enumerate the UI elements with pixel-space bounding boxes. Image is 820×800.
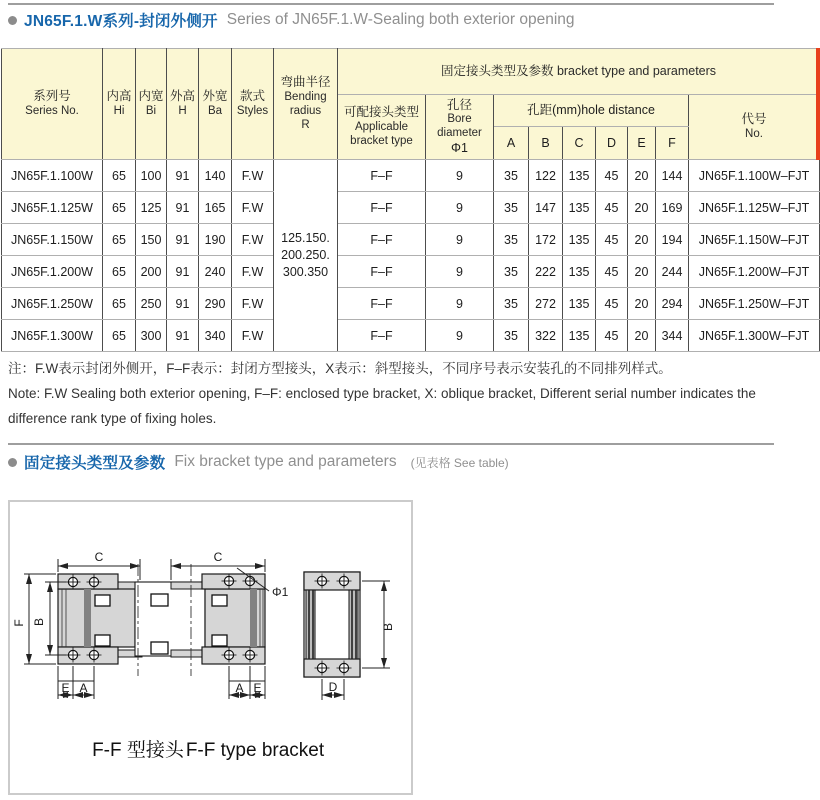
cell-f: 169 xyxy=(656,192,689,224)
cell-h: 91 xyxy=(167,256,199,288)
cell-ba: 140 xyxy=(199,160,232,192)
cell-b: 322 xyxy=(529,320,563,352)
cell-b: 272 xyxy=(529,288,563,320)
cell-h: 91 xyxy=(167,288,199,320)
cell-c: 135 xyxy=(563,192,596,224)
section-divider xyxy=(8,443,774,445)
bracket-middle-link xyxy=(135,582,205,656)
cell-bi: 300 xyxy=(136,320,167,352)
cell-a: 35 xyxy=(494,288,529,320)
cell-a: 35 xyxy=(494,320,529,352)
cell-f: 244 xyxy=(656,256,689,288)
dim-label-phi1: Φ1 xyxy=(272,585,289,599)
cell-ba: 290 xyxy=(199,288,232,320)
cell-b: 147 xyxy=(529,192,563,224)
cell-d: 45 xyxy=(596,288,628,320)
cell-c: 135 xyxy=(563,160,596,192)
col-header-e: E xyxy=(628,127,656,160)
cell-bracket: F–F xyxy=(338,256,426,288)
cell-d: 45 xyxy=(596,320,628,352)
col-header-b: B xyxy=(529,127,563,160)
page-edge-red-strip xyxy=(816,48,820,160)
cell-h: 91 xyxy=(167,192,199,224)
cell-b: 122 xyxy=(529,160,563,192)
cell-h: 91 xyxy=(167,224,199,256)
note-en: Note: F.W Sealing both exterior opening, F–F: enclosed type bracket, X: oblique bracket, Different serial number indicates the difference rank type of fixing holes. xyxy=(8,386,756,426)
section1-title-zh: JN65F.1.W系列-封闭外侧开 xyxy=(24,13,218,30)
cell-d: 45 xyxy=(596,224,628,256)
cell-e: 20 xyxy=(628,192,656,224)
drawing-caption-en: F-F type bracket xyxy=(185,740,325,761)
cell-bending-radius: 125.150. 200.250. 300.350 xyxy=(274,160,338,352)
cell-code: JN65F.1.250W–FJT xyxy=(689,288,820,320)
bullet-icon xyxy=(8,16,17,25)
cell-style: F.W xyxy=(232,256,274,288)
cell-bracket: F–F xyxy=(338,192,426,224)
cell-hi: 65 xyxy=(103,288,136,320)
dim-label-d: D xyxy=(328,680,338,694)
section2-header xyxy=(8,451,509,473)
cell-ba: 190 xyxy=(199,224,232,256)
cell-d: 45 xyxy=(596,160,628,192)
cell-bore: 9 xyxy=(426,320,494,352)
col-header-a: A xyxy=(494,127,529,160)
col-header-hole-distance: 孔距(mm)hole distance xyxy=(494,95,689,127)
cell-h: 91 xyxy=(167,160,199,192)
cell-style: F.W xyxy=(232,320,274,352)
cell-d: 45 xyxy=(596,192,628,224)
cell-h: 91 xyxy=(167,320,199,352)
cell-hi: 65 xyxy=(103,192,136,224)
cell-e: 20 xyxy=(628,256,656,288)
cell-hi: 65 xyxy=(103,256,136,288)
cell-b: 222 xyxy=(529,256,563,288)
cell-hi: 65 xyxy=(103,320,136,352)
cell-code: JN65F.1.100W–FJT xyxy=(689,160,820,192)
cell-bracket: F–F xyxy=(338,288,426,320)
cell-bracket: F–F xyxy=(338,160,426,192)
cell-c: 135 xyxy=(563,224,596,256)
cell-bi: 100 xyxy=(136,160,167,192)
group-header-bracket: 固定接头类型及参数 bracket type and parameters xyxy=(338,49,820,95)
bracket-technical-drawing xyxy=(10,502,411,793)
cell-style: F.W xyxy=(232,160,274,192)
cell-e: 20 xyxy=(628,288,656,320)
table-row xyxy=(2,288,820,320)
top-rule xyxy=(8,3,774,5)
table-row xyxy=(2,224,820,256)
cell-hi: 65 xyxy=(103,160,136,192)
table-row xyxy=(2,256,820,288)
col-header-bore: 孔径 Bore diameter Φ1 xyxy=(426,95,494,160)
cell-c: 135 xyxy=(563,256,596,288)
table-row xyxy=(2,160,820,192)
note-zh: 注：F.W表示封闭外侧开，F–F表示：封闭方型接头，X表示：斜型接头，不同序号表示安装孔的不同排列样式。 xyxy=(8,361,672,376)
dim-label-a-left: A xyxy=(79,681,88,695)
cell-ba: 340 xyxy=(199,320,232,352)
spec-table xyxy=(1,48,820,352)
cell-bore: 9 xyxy=(426,192,494,224)
bullet-icon xyxy=(8,458,17,467)
dim-label-a-right: A xyxy=(235,681,244,695)
cell-a: 35 xyxy=(494,160,529,192)
table-row xyxy=(2,192,820,224)
cell-ba: 165 xyxy=(199,192,232,224)
drawing-caption-zh: F-F 型接头 xyxy=(92,740,184,761)
cell-bi: 250 xyxy=(136,288,167,320)
section2-title-zh: 固定接头类型及参数 xyxy=(24,455,166,472)
cell-bore: 9 xyxy=(426,160,494,192)
dim-label-e-left: E xyxy=(61,681,70,695)
cell-ba: 240 xyxy=(199,256,232,288)
col-header-c: C xyxy=(563,127,596,160)
cell-e: 20 xyxy=(628,320,656,352)
cell-bi: 150 xyxy=(136,224,167,256)
dim-label-e-right: E xyxy=(253,681,262,695)
section1-header xyxy=(8,9,575,31)
dim-label-c1: C xyxy=(94,550,104,564)
cell-e: 20 xyxy=(628,224,656,256)
col-header-d: D xyxy=(596,127,628,160)
cell-a: 35 xyxy=(494,192,529,224)
cell-series: JN65F.1.100W xyxy=(2,160,103,192)
cell-b: 172 xyxy=(529,224,563,256)
col-header-styles: 款式 Styles xyxy=(232,49,274,160)
col-header-h: 外高 H xyxy=(167,49,199,160)
cell-style: F.W xyxy=(232,224,274,256)
col-header-code: 代号 No. xyxy=(689,95,820,160)
cell-f: 144 xyxy=(656,160,689,192)
cell-style: F.W xyxy=(232,192,274,224)
cell-bi: 200 xyxy=(136,256,167,288)
cell-c: 135 xyxy=(563,288,596,320)
cell-bi: 125 xyxy=(136,192,167,224)
col-header-applicable: 可配接头类型 Applicable bracket type xyxy=(338,95,426,160)
section2-title-en: Fix bracket type and parameters xyxy=(174,453,397,470)
cell-e: 20 xyxy=(628,160,656,192)
cell-f: 344 xyxy=(656,320,689,352)
cell-bore: 9 xyxy=(426,256,494,288)
cell-code: JN65F.1.300W–FJT xyxy=(689,320,820,352)
cell-code: JN65F.1.125W–FJT xyxy=(689,192,820,224)
notes xyxy=(8,356,814,431)
cell-bore: 9 xyxy=(426,224,494,256)
cell-f: 294 xyxy=(656,288,689,320)
header-row-1 xyxy=(2,49,820,95)
cell-a: 35 xyxy=(494,224,529,256)
cell-f: 194 xyxy=(656,224,689,256)
table-row xyxy=(2,320,820,352)
cell-series: JN65F.1.150W xyxy=(2,224,103,256)
section2-see-table: (见表格 See table) xyxy=(410,455,509,470)
dim-label-b-left: B xyxy=(32,617,46,627)
col-header-bi: 内宽 Bi xyxy=(136,49,167,160)
col-header-ba: 外宽 Ba xyxy=(199,49,232,160)
cell-series: JN65F.1.200W xyxy=(2,256,103,288)
cell-bore: 9 xyxy=(426,288,494,320)
dim-label-b-right: B xyxy=(381,622,395,632)
dim-label-f: F xyxy=(12,619,26,627)
col-header-bending-radius: 弯曲半径 Bending radius R xyxy=(274,49,338,160)
cell-code: JN65F.1.150W–FJT xyxy=(689,224,820,256)
cell-d: 45 xyxy=(596,256,628,288)
col-header-f: F xyxy=(656,127,689,160)
cell-bracket: F–F xyxy=(338,320,426,352)
bracket-side-view xyxy=(304,572,360,677)
cell-hi: 65 xyxy=(103,224,136,256)
section1-title-en: Series of JN65F.1.W-Sealing both exterior opening xyxy=(226,11,575,28)
cell-series: JN65F.1.300W xyxy=(2,320,103,352)
cell-a: 35 xyxy=(494,256,529,288)
cell-bracket: F–F xyxy=(338,224,426,256)
cell-series: JN65F.1.250W xyxy=(2,288,103,320)
cell-c: 135 xyxy=(563,320,596,352)
cell-series: JN65F.1.125W xyxy=(2,192,103,224)
bracket-drawing-panel xyxy=(8,500,413,795)
dim-label-c2: C xyxy=(213,550,223,564)
col-header-series: 系列号 Series No. xyxy=(2,49,103,160)
cell-style: F.W xyxy=(232,288,274,320)
cell-code: JN65F.1.200W–FJT xyxy=(689,256,820,288)
col-header-hi: 内高 Hi xyxy=(103,49,136,160)
